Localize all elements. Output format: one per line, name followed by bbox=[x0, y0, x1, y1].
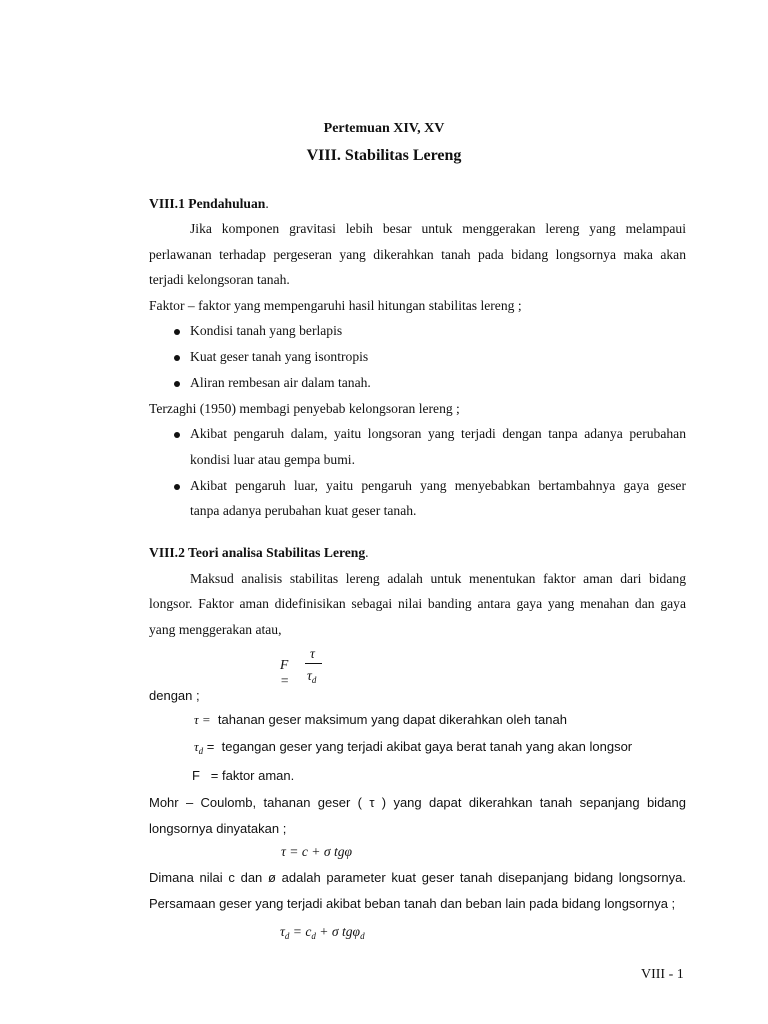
paragraph-line: terjadi kelongsoran tanah. bbox=[149, 272, 290, 287]
paragraph-line: longsornya dinyatakan ; bbox=[149, 821, 287, 836]
paragraph-line: longsor. Faktor aman didefinisikan sebagai nilai banding antara gaya yang menahan dan gaya bbox=[149, 596, 686, 611]
paragraph-line: Dimana nilai c dan ø adalah parameter kuat geser tanah disepanjang bidang longsornya. bbox=[149, 870, 686, 885]
section-heading-2: VIII.2 Teori analisa Stabilitas Lereng. bbox=[149, 545, 369, 560]
shear-strength-formula: τ = c + σ tgφ bbox=[281, 844, 353, 859]
bullet-icon bbox=[174, 484, 180, 490]
list-item-continuation: kondisi luar atau gempa bumi. bbox=[190, 452, 355, 467]
list-item: Kondisi tanah yang berlapis bbox=[190, 323, 343, 338]
paragraph-line: perlawanan terhadap pergeseran yang dikerahkan tanah pada bidang longsornya maka akan bbox=[149, 247, 686, 262]
bullet-icon bbox=[174, 381, 180, 387]
mobilized-shear-formula: $\tau_d = c_d + \sigma$ tgφ$_d$ bbox=[280, 924, 365, 941]
dengan-label: dengan ; bbox=[149, 688, 200, 703]
list-item: Akibat pengaruh dalam, yaitu longsoran yang terjadi dengan tanpa adanya perubahan bbox=[190, 426, 686, 441]
section-heading-1: VIII.1 Pendahuluan. bbox=[149, 196, 269, 211]
document-page: Pertemuan XIV, XV VIII. Stabilitas Lereng VIII.1 Pendahuluan. Jika komponen gravitasi lebih besar untuk menggerakan lereng yang melampaui perlawanan terhadap pergeseran yang dikerahkan tanah pada bidang longsornya maka akan terjadi kelongsoran tanah. Faktor – faktor yang mempengaruhi hasil hitungan stabilitas lereng ; Kondisi tanah yang berlapis Kuat geser tanah yang isontropis Aliran rembesan air dalam tanah. Terzaghi (1950) membagi penyebab kelongsoran lereng ; Akibat pengaruh dalam, yaitu longsoran yang terjadi dengan tanpa adanya perubahan kondisi luar atau gempa bumi. Akibat pengaruh luar, yaitu pengaruh yang menyebabkan bertambahnya gaya geser tanpa adanya perubahan kuat geser tanah. VIII.2 Teori analisa Stabilitas Lereng. Maksud analisis stabilitas lereng adalah untuk menentukan faktor aman dari bidang longsor. Faktor aman didefinisikan sebagai nilai banding antara gaya yang menahan dan gaya yang menggerakan atau, F = τ $\tau_d$ dengan ; τ = tahanan geser maksimum yang dapat dikerahkan oleh tanah $\tau_d$ = tegangan geser yang terjadi akibat gaya berat tanah yang akan longsor F = faktor aman. Mohr – Coulomb, tahanan geser ( τ ) yang dapat dikerahkan tanah sepanjang bidang longsornya dinyatakan ; τ = c + σ tgφ Dimana nilai c dan ø adalah parameter kuat geser tanah disepanjang bidang longsornya. Persamaan geser yang terjadi akibat beban tanah dan beban lain pada bidang longsornya ; $\tau_d = c_d + \sigma$ tgφ$_d$ VIII - 1 bbox=[0, 0, 768, 1024]
paragraph-line: Persamaan geser yang terjadi akibat beban tanah dan beban lain pada bidang longsornya ; bbox=[149, 896, 676, 911]
definition-tau: τ = tahanan geser maksimum yang dapat dikerahkan oleh tanah bbox=[194, 712, 567, 727]
list-item: Akibat pengaruh luar, yaitu pengaruh yang menyebabkan bertambahnya gaya geser bbox=[190, 478, 686, 493]
paragraph-line: Maksud analisis stabilitas lereng adalah untuk menentukan faktor aman dari bidang bbox=[190, 571, 686, 586]
factors-intro: Faktor – faktor yang mempengaruhi hasil hitungan stabilitas lereng ; bbox=[149, 298, 522, 313]
paragraph-line: yang menggerakan atau, bbox=[149, 622, 282, 637]
bullet-icon bbox=[174, 355, 180, 361]
definition-f: F = faktor aman. bbox=[192, 768, 295, 783]
bullet-icon bbox=[174, 329, 180, 335]
list-item-continuation: tanpa adanya perubahan kuat geser tanah. bbox=[190, 503, 417, 518]
meeting-title: Pertemuan XIV, XV bbox=[323, 121, 445, 136]
list-item: Kuat geser tanah yang isontropis bbox=[190, 349, 369, 364]
paragraph-line: Jika komponen gravitasi lebih besar untuk menggerakan lereng yang melampaui bbox=[190, 221, 686, 236]
terzaghi-intro: Terzaghi (1950) membagi penyebab kelongsoran lereng ; bbox=[149, 401, 460, 416]
page-number: VIII - 1 bbox=[641, 967, 684, 982]
bullet-icon bbox=[174, 432, 180, 438]
paragraph-line: Mohr – Coulomb, tahanan geser ( τ ) yang dapat dikerahkan tanah sepanjang bidang bbox=[149, 795, 686, 810]
definition-tau-d: $\tau_d$ = tegangan geser yang terjadi akibat gaya berat tanah yang akan longsor bbox=[194, 739, 633, 756]
chapter-title: VIII. Stabilitas Lereng bbox=[306, 147, 462, 164]
list-item: Aliran rembesan air dalam tanah. bbox=[190, 375, 371, 390]
